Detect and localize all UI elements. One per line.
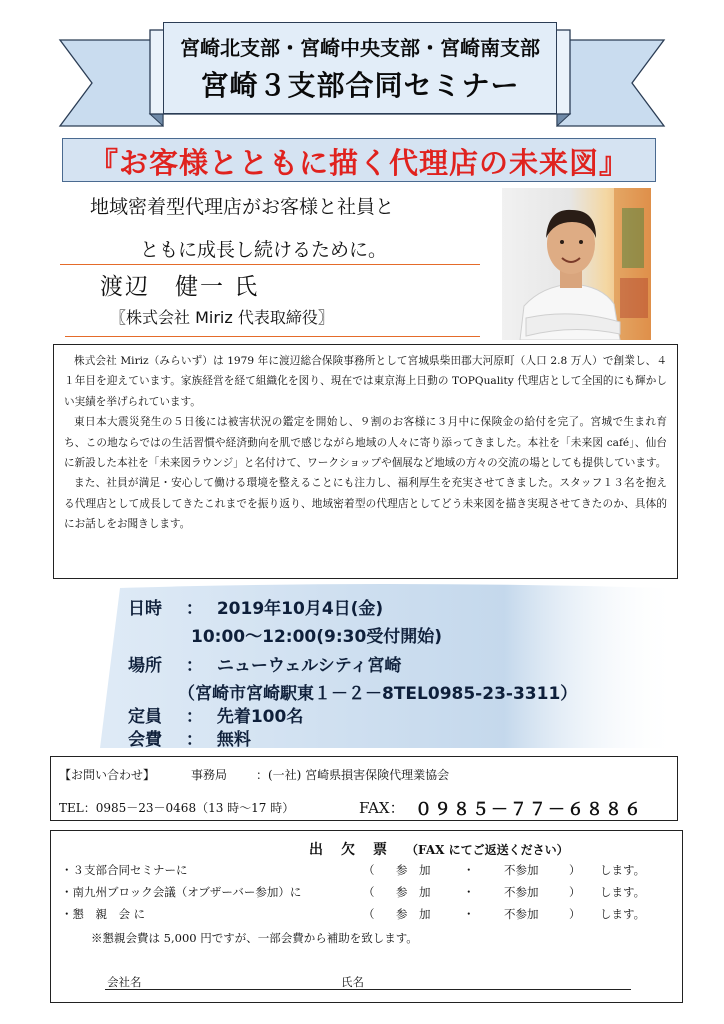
option-separator: ・: [463, 907, 475, 921]
orange-divider-top: [60, 264, 480, 265]
rsvp-row-seminar-label: ・３支部合同セミナーに: [61, 863, 188, 877]
place-value: ニューウェルシティ宮崎: [216, 656, 402, 676]
place-colon: ：: [185, 656, 203, 676]
place-label: 場所: [128, 656, 162, 676]
rsvp-form: [50, 830, 683, 1003]
paren-open: （: [363, 863, 375, 877]
fax-number: ０９８５－７７－６８８６: [415, 800, 643, 820]
rsvp-suffix: します。: [600, 863, 646, 877]
rsvp-suffix: します。: [600, 885, 646, 899]
rsvp-heading: 出 欠 票: [309, 842, 389, 858]
paren-close: ）: [569, 863, 581, 877]
description-paragraph-3: また、社員が満足・安心して働ける環境を整えることにも注力し、福利厚生を充実させてきました。スタッフ１３名を抱える代理店として成長してきたこれまでを振り返り、地域密着型の代理店としてどう未来図を描き実現させてきたのか、具体的にお話しをお聞きします。: [64, 477, 667, 531]
rsvp-row-reception-label: ・懇 親 会 に: [61, 907, 146, 921]
seminar-attend-option[interactable]: 参 加: [396, 863, 431, 877]
speaker-company: 〖株式会社 Miriz 代表取締役〗: [110, 308, 334, 327]
rsvp-suffix: します。: [600, 907, 646, 921]
rsvp-row-block-meeting-label: ・南九州ブロック会議（オブザーバー参加）に: [61, 885, 302, 899]
rsvp-note: （FAX にてご返送ください）: [406, 843, 569, 857]
description-paragraph-1: 株式会社 Miriz（みらいず）は 1979 年に渡辺総合保険事務所として宮城県柴田郡大河原町（人口 2.8 万人）で創業し、４１年目を迎えています。家族経営を経て組織化を図り、現在では東京海上日動の TOPQuality 代理店として全国的にも輝かしい実績を挙げられています。: [64, 355, 667, 408]
company-name-label: 会社名: [107, 975, 142, 989]
banner-seminar-title: 宮崎３支部合同セミナー: [200, 69, 520, 102]
office-value: ：(一社) 宮崎県損害保険代理業協会: [256, 768, 450, 782]
paren-open: （: [363, 885, 375, 899]
date-colon: ：: [185, 599, 203, 619]
office-label: 事務局: [191, 768, 228, 782]
date-label: 日時: [128, 599, 162, 619]
fee-value: 無料: [216, 730, 251, 750]
event-info: [110, 584, 670, 750]
contact-heading: 【お問い合わせ】: [59, 768, 156, 782]
banner-branches: 宮崎北支部・宮崎中央支部・宮崎南支部: [180, 36, 540, 60]
fee-colon: ：: [185, 730, 203, 750]
person-name-label: 氏名: [341, 975, 364, 989]
speaker-name: 渡辺 健一 氏: [100, 274, 260, 300]
capacity-value: 先着100名: [216, 707, 304, 727]
paren-close: ）: [569, 907, 581, 921]
subtitle-line-1: 地域密着型代理店がお客様と社員と: [90, 196, 395, 218]
contact-box: [50, 756, 678, 821]
block-meeting-attend-option[interactable]: 参 加: [396, 885, 431, 899]
seminar-absent-option[interactable]: 不参加: [504, 863, 539, 877]
speaker-photo: [502, 188, 651, 340]
address-value: （宮崎市宮崎駅東１－２－8TEL0985-23-3311）: [178, 684, 578, 704]
paren-open: （: [363, 907, 375, 921]
block-meeting-absent-option[interactable]: 不参加: [504, 885, 539, 899]
orange-divider-bottom: [65, 336, 480, 337]
reception-fee-note: ※懇親会費は 5,000 円ですが、一部会費から補助を致します。: [91, 931, 418, 945]
description-paragraph-2: 東日本大震災発生の５日後には被害状況の鑑定を開始し、９割のお客様に３月中に保険金の給付を完了。宮城で生まれ育ち、この地ならではの生活習慣や経済動向を肌で感じながら地域の人々に寄り添ってきました。本社を「未来図 café」、仙台に新設した本社を「未来図ラウンジ」と名付けて、ワークショップや個展など地域の方々の交流の場としても提供しています。: [64, 416, 667, 470]
signature-line[interactable]: [105, 989, 631, 990]
option-separator: ・: [463, 863, 475, 877]
subtitle-line-2: ともに成長し続けるために。: [140, 239, 388, 261]
seminar-title: 『お客様とともに描く代理店の未来図』: [88, 146, 629, 180]
company-description: [53, 344, 678, 579]
fee-label: 会費: [128, 730, 162, 750]
contact-tel: TEL：0985－23－0468（13 時～17 時）: [59, 801, 295, 815]
fax-label: FAX：: [359, 799, 405, 817]
reception-attend-option[interactable]: 参 加: [396, 907, 431, 921]
capacity-label: 定員: [128, 707, 162, 727]
date-value: 2019年10月4日(金): [216, 599, 384, 619]
capacity-colon: ：: [185, 707, 203, 727]
time-value: 10:00～12:00(9:30受付開始): [191, 627, 443, 647]
reception-absent-option[interactable]: 不参加: [504, 907, 539, 921]
option-separator: ・: [463, 885, 475, 899]
paren-close: ）: [569, 885, 581, 899]
